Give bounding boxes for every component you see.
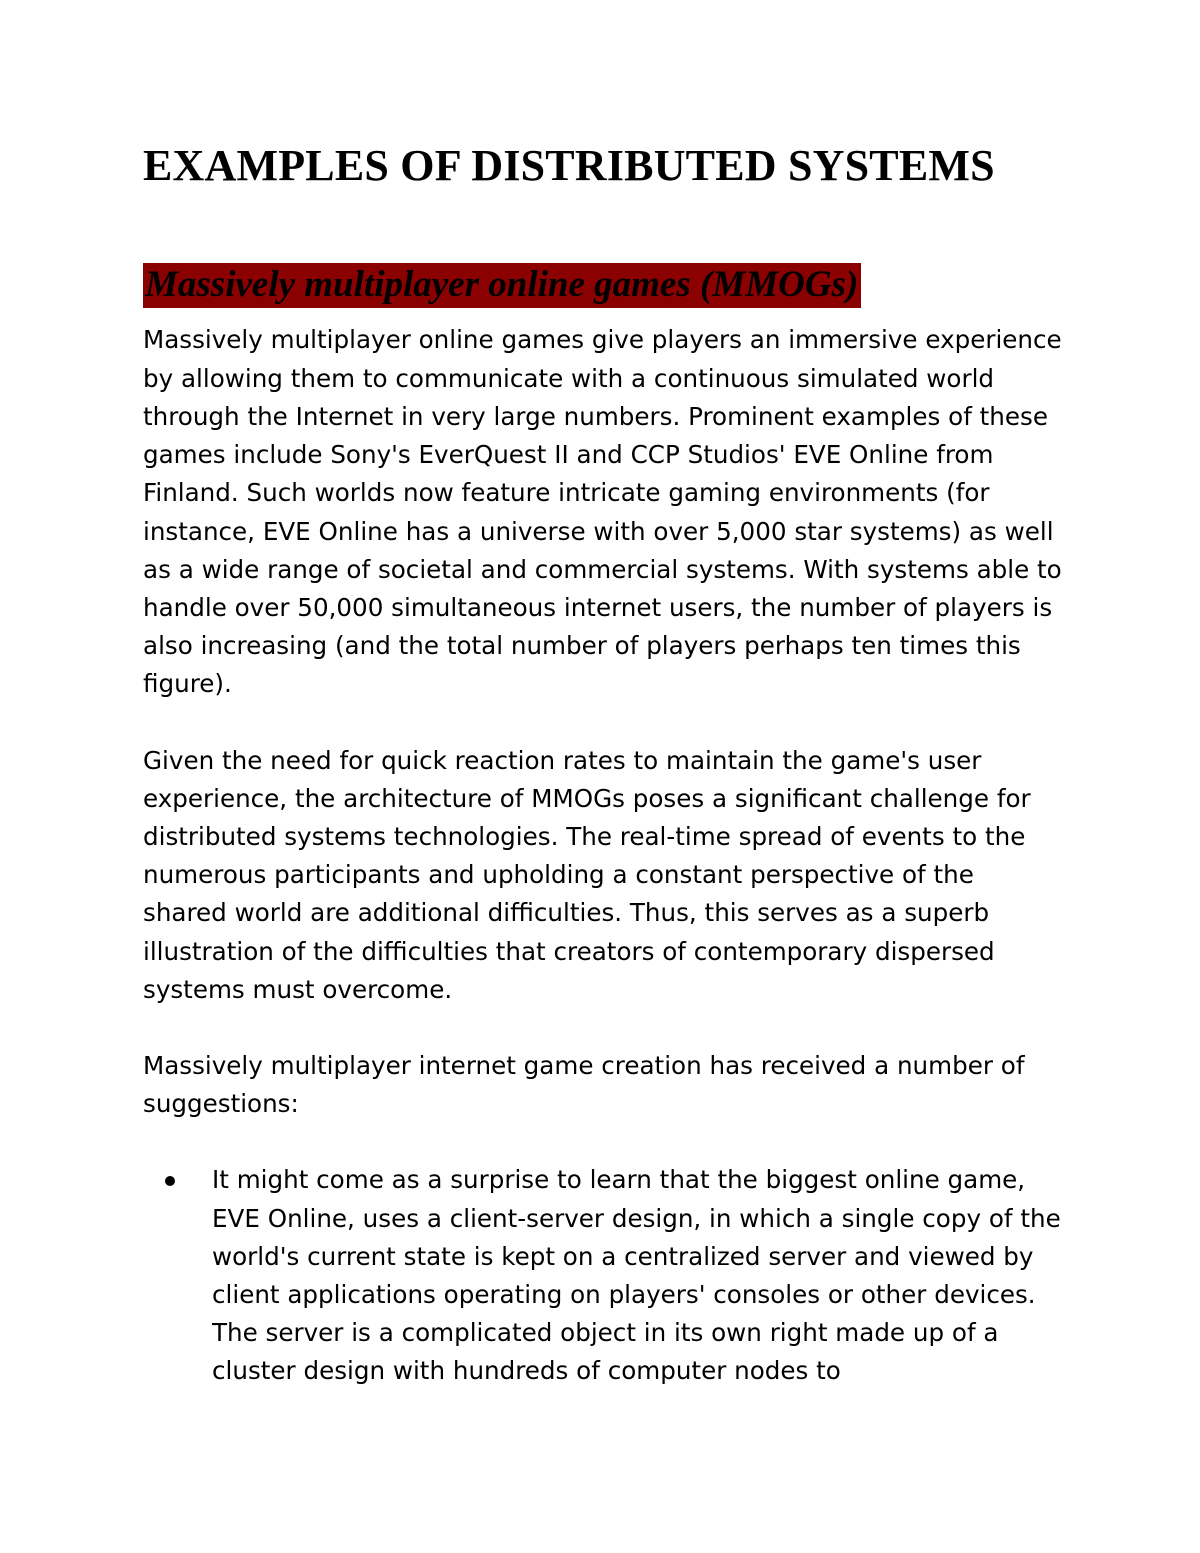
- section-heading: [143, 265, 1063, 306]
- list-item: [143, 1161, 1063, 1390]
- bullet-icon: [165, 1176, 175, 1186]
- document-title: EXAMPLES OF DISTRIBUTED SYSTEMS: [143, 141, 995, 190]
- paragraph-intro: Massively multiplayer online games give players an immersive experience by allowing them to communicate with a continuous simulated world through the Internet in very large numbers. Prominent examples of these games include Sony's EverQuest II and CCP Studios' EVE Online from Finland. Such worlds now feature intricate gaming environments (for instance, EVE Online has a universe with over 5,000 star systems) as well as a wide range of societal and commercial systems. With systems able to handle over 50,000 simultaneous internet users, the number of players is also increasing (and the total number of players perhaps ten times this figure).: [143, 325, 1062, 699]
- list-item-text: It might come as a surprise to learn that the biggest online game, EVE Online, uses a client-server design, in which a single copy of the world's current state is kept on a centralized server and viewed by client applications operating on players' consoles or other devices. The server is a complicated object in its own right made up of a cluster design with hundreds of computer nodes to: [212, 1165, 1061, 1386]
- paragraph-suggestions: Massively multiplayer internet game creation has received a number of suggestions:: [143, 1050, 1025, 1119]
- suggestion-list: [143, 1161, 1063, 1390]
- section-heading-highlight: Massively multiplayer online games (MMOGs): [143, 263, 861, 308]
- paragraph-challenges: Given the need for quick reaction rates to maintain the game's user experience, the architecture of MMOGs poses a significant challenge for distributed systems technologies. The real-time spread of events to the numerous participants and upholding a constant perspective of the shared world are additional difficulties. Thus, this serves as a superb illustration of the difficulties that creators of contemporary dispersed systems must overcome.: [143, 745, 1031, 1004]
- document-content: [143, 140, 1063, 1391]
